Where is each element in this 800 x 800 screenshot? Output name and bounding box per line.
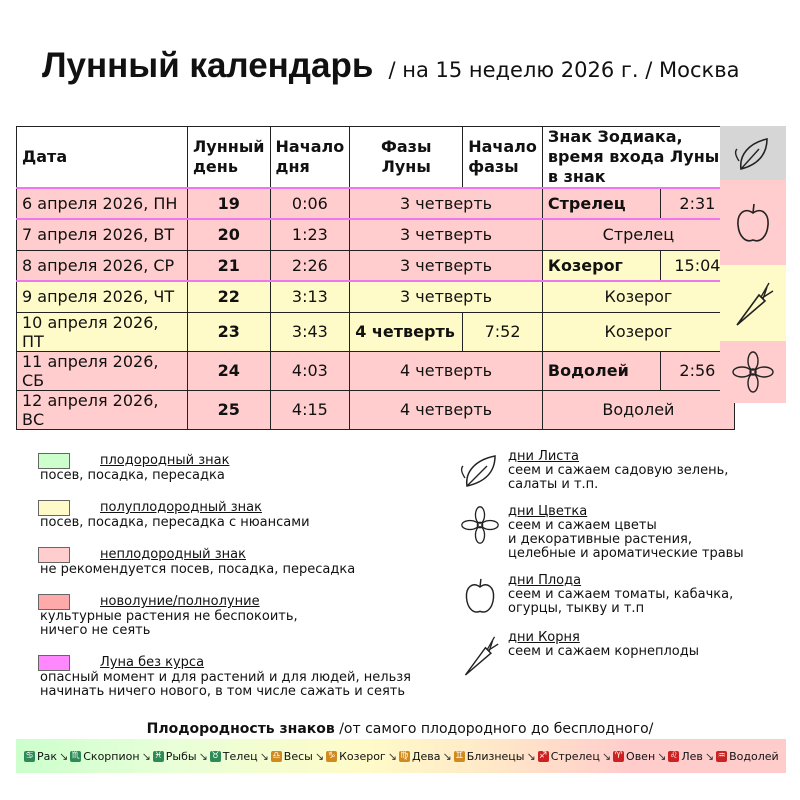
zodiac-glyph-icon: ♑ [327,750,336,761]
arrow-icon: ↘ [526,749,536,763]
table-row [17,390,735,429]
legend-title: плодородный знак [100,453,230,468]
day-desc-line: и декоративные растения, [508,532,693,547]
apple-icon [720,180,786,265]
fertility-title-bold: Плодородность знаков [146,721,335,737]
lunar-calendar-table [16,126,735,430]
day-title: дни Корня [508,630,580,645]
zodiac-sign-name: Овен [626,749,656,763]
page-title-block [42,46,739,86]
cell-sign: Водолей [542,351,660,390]
cell-sign: Водолей [542,390,734,429]
table-row [17,312,735,351]
cell-lunar-day: 20 [188,219,271,250]
flower-icon [720,341,786,403]
day-desc-line: сеем и сажаем цветы [508,518,657,533]
zodiac-sign-name: Водолей [729,749,779,763]
legend-desc: культурные растения не беспокоить, ничего не сеять [40,609,298,638]
header-day-start: Начало дня [270,127,350,189]
legend-desc: посев, посадка, пересадка с нюансами [40,515,310,530]
leaf-icon [720,126,786,180]
legend-desc: посев, посадка, пересадка [40,468,225,483]
cell-sign-time: 2:31 [660,188,734,219]
table-row [17,219,735,250]
day-type-item [452,505,792,561]
cell-sign: Козерог [542,250,660,281]
arrow-icon: ↘ [442,749,452,763]
cell-day-start: 0:06 [270,188,350,219]
header-lunar-day: Лунный день [188,127,271,189]
plant-type-strip [720,126,786,403]
cell-date: 7 апреля 2026, ВТ [17,219,188,250]
zodiac-glyph-icon: ♌ [669,750,678,761]
page-title: Лунный календарь [42,46,374,85]
cell-lunar-day: 24 [188,351,271,390]
carrot-icon [452,631,508,679]
zodiac-sign-name: Близнецы [466,749,525,763]
day-type-item [452,450,792,492]
arrow-icon: ↘ [141,749,151,763]
legend-title: Луна без курса [100,655,205,670]
cell-day-start: 2:26 [270,250,350,281]
fertility-title [0,721,800,737]
day-desc-line: огурцы, тыкву и т.п [508,601,645,616]
day-desc-line: сеем и сажаем садовую зелень, [508,463,729,478]
day-desc-line: салаты и т.п. [508,477,599,492]
zodiac-glyph-icon: ♐ [539,750,548,761]
cell-phase: 3 четверть [350,281,543,312]
arrow-icon: ↘ [198,749,208,763]
arrow-icon: ↘ [387,749,397,763]
fertility-scale [16,739,786,773]
legend-title: полуплодородный знак [100,500,262,515]
day-type-item [452,631,792,679]
plant-days-legend [452,450,792,692]
cell-sign: Стрелец [542,188,660,219]
legend-swatch [38,500,70,516]
table-row [17,250,735,281]
zodiac-sign-item [271,750,313,763]
cell-lunar-day: 22 [188,281,271,312]
color-legend [38,453,448,716]
header-zodiac: Знак Зодиака, время входа Луны в знак [542,127,734,189]
zodiac-glyph-icon: ♒ [717,750,726,761]
cell-day-start: 4:03 [270,351,350,390]
cell-phase: 4 четверть [350,390,543,429]
cell-date: 6 апреля 2026, ПН [17,188,188,219]
zodiac-sign-item [326,750,386,763]
cell-lunar-day: 21 [188,250,271,281]
table-row [17,281,735,312]
cell-lunar-day: 23 [188,312,271,351]
header-date: Дата [17,127,188,189]
day-title: дни Плода [508,573,582,588]
zodiac-sign-name: Рак [37,749,58,763]
apple-icon [452,574,508,618]
zodiac-sign-item [153,750,197,763]
zodiac-glyph-icon: ♏ [71,750,80,761]
zodiac-glyph-icon: ♍ [400,750,409,761]
cell-phase: 3 четверть [350,250,543,281]
cell-date: 8 апреля 2026, СР [17,250,188,281]
zodiac-sign-item [24,750,57,763]
legend-item [38,453,448,483]
legend-title: неплодородный знак [100,547,246,562]
zodiac-glyph-icon: ♎ [272,750,281,761]
arrow-icon: ↘ [259,749,269,763]
legend-swatch [38,547,70,563]
legend-title: новолуние/полнолуние [100,594,260,609]
legend-item [38,500,448,530]
cell-date: 9 апреля 2026, ЧТ [17,281,188,312]
zodiac-glyph-icon: ♈ [614,750,623,761]
cell-phase: 3 четверть [350,219,543,250]
legend-desc: опасный момент и для растений и для людей, нельзя начинать ничего нового, в том числе сажать и сеять [40,670,411,699]
zodiac-sign-item [538,750,600,763]
day-title: дни Цветка [508,504,588,519]
cell-date: 12 апреля 2026, ВС [17,390,188,429]
cell-day-start: 3:13 [270,281,350,312]
zodiac-sign-item [399,750,441,763]
legend-swatch [38,594,70,610]
carrot-icon [720,265,786,341]
zodiac-glyph-icon: ♊ [455,750,464,761]
table-header-row [17,127,735,189]
zodiac-glyph-icon: ♋ [25,750,34,761]
cell-day-start: 4:15 [270,390,350,429]
zodiac-sign-item [613,750,655,763]
cell-day-start: 1:23 [270,219,350,250]
table-row [17,188,735,219]
cell-phase: 4 четверть [350,351,543,390]
cell-date: 11 апреля 2026, СБ [17,351,188,390]
legend-desc: не рекомендуется посев, посадка, пересадка [40,562,356,577]
header-phase-start: Начало фазы [463,127,543,189]
zodiac-sign-name: Стрелец [550,749,600,763]
day-desc-line: целебные и ароматические травы [508,546,744,561]
cell-phase: 3 четверть [350,188,543,219]
day-title: дни Листа [508,449,579,464]
header-phases: Фазы Луны [350,127,463,189]
zodiac-sign-item [454,750,525,763]
zodiac-glyph-icon: ♓ [154,750,163,761]
zodiac-sign-name: Лев [681,749,703,763]
fertility-title-rest: /от самого плодородного до бесплодного/ [334,721,654,737]
zodiac-sign-item [210,750,258,763]
cell-sign: Стрелец [542,219,734,250]
legend-swatch [38,655,70,671]
cell-lunar-day: 25 [188,390,271,429]
arrow-icon: ↘ [601,749,612,763]
zodiac-sign-name: Весы [283,749,313,763]
arrow-icon: ↘ [59,749,69,763]
arrow-icon: ↘ [657,749,667,763]
legend-item [38,547,448,577]
zodiac-sign-name: Скорпион [83,749,140,763]
zodiac-sign-name: Козерог [339,749,386,763]
legend-item [38,594,448,638]
zodiac-sign-name: Дева [411,749,441,763]
flower-icon [452,505,508,561]
zodiac-sign-item [716,750,779,763]
cell-sign: Козерог [542,312,734,351]
legend-item [38,655,448,699]
arrow-icon: ↘ [314,749,325,763]
zodiac-sign-name: Телец [222,749,258,763]
cell-sign-time: 15:04 [660,250,734,281]
zodiac-sign-item [70,750,139,763]
day-desc-line: сеем и сажаем корнеплоды [508,644,699,659]
cell-phase: 4 четверть [350,312,463,351]
zodiac-sign-name: Рыбы [165,749,197,763]
cell-day-start: 3:43 [270,312,350,351]
cell-sign: Козерог [542,281,734,312]
day-desc-line: сеем и сажаем томаты, кабачка, [508,587,734,602]
cell-phase-time: 7:52 [463,312,543,351]
table-row [17,351,735,390]
arrow-icon: ↘ [704,749,715,763]
day-type-item [452,574,792,618]
leaf-icon [452,450,508,492]
zodiac-sign-item [668,750,703,763]
page-subtitle: / на 15 неделю 2026 г. / Москва [388,58,740,82]
cell-lunar-day: 19 [188,188,271,219]
legend-swatch [38,453,70,469]
cell-sign-time: 2:56 [660,351,734,390]
cell-date: 10 апреля 2026, ПТ [17,312,188,351]
zodiac-glyph-icon: ♉ [211,750,220,761]
